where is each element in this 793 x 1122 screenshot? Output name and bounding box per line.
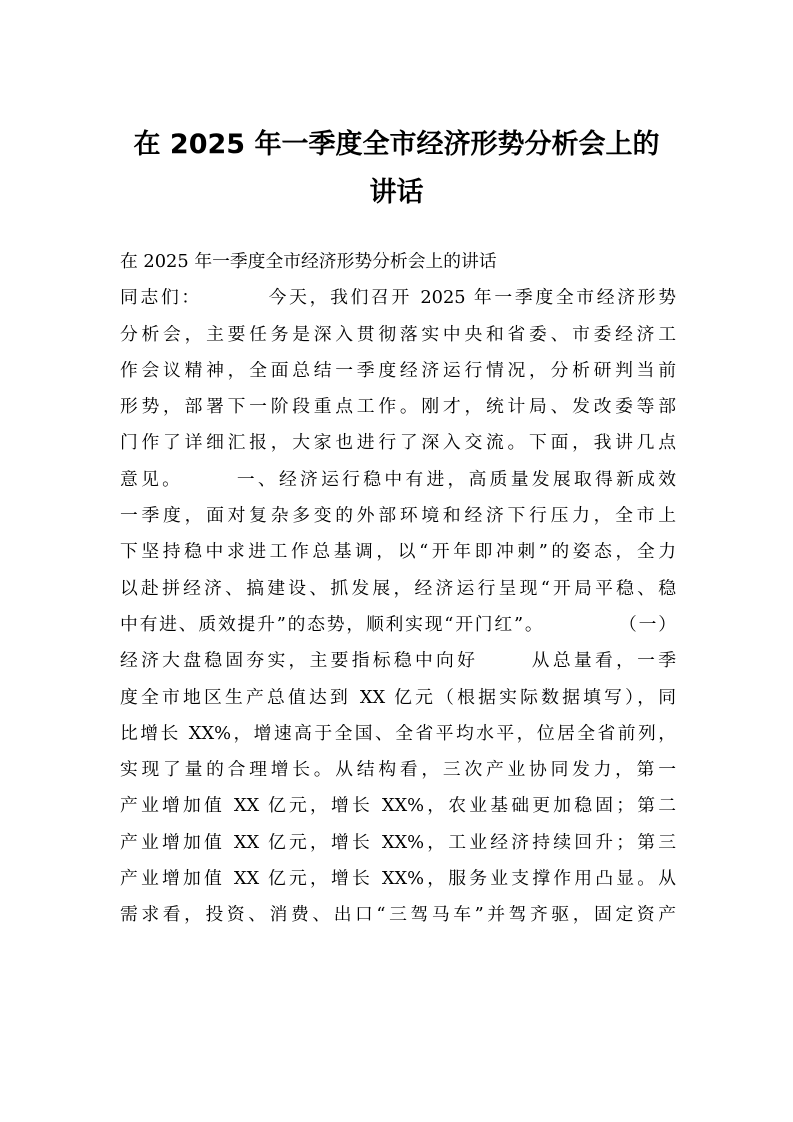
title-line: 在 2025 年一季度全市经济形势分析会上的	[133, 129, 660, 160]
body-line: 需求看，投资、消费、出口“三驾马车”并驾齐驱，固定资产	[120, 904, 676, 926]
body-line: 分析会，主要任务是深入贯彻落实中央和省委、市委经济工	[120, 323, 676, 345]
document-title	[0, 121, 793, 217]
title-line: 讲话	[369, 177, 424, 208]
body-line: 意见。 一、经济运行稳中有进，高质量发展取得新成效	[120, 468, 676, 490]
body-line: 同志们： 今天，我们召开 2025 年一季度全市经济形势	[120, 287, 676, 309]
body-line: 门作了详细汇报，大家也进行了深入交流。下面，我讲几点	[120, 432, 676, 454]
body-line: 在 2025 年一季度全市经济形势分析会上的讲话	[120, 251, 497, 272]
body-line: 作会议精神，全面总结一季度经济运行情况，分析研判当前	[120, 359, 676, 381]
body-line: 比增长 XX%，增速高于全国、全省平均水平，位居全省前列，	[120, 722, 676, 744]
body-line: 经济大盘稳固夯实，主要指标稳中向好 从总量看，一季	[120, 650, 676, 672]
body-line: 度全市地区生产总值达到 XX 亿元（根据实际数据填写），同	[120, 686, 676, 708]
body-line: 下坚持稳中求进工作总基调，以“开年即冲刺”的姿态，全力	[120, 541, 676, 563]
body-line: 以赴拼经济、搞建设、抓发展，经济运行呈现“开局平稳、稳	[120, 577, 676, 599]
body-line: 形势，部署下一阶段重点工作。刚才，统计局、发改委等部	[120, 396, 676, 418]
body-line: 产业增加值 XX 亿元，增长 XX%，服务业支撑作用凸显。从	[120, 868, 676, 890]
body-line: 产业增加值 XX 亿元，增长 XX%，工业经济持续回升；第三	[120, 831, 676, 853]
body-line: 产业增加值 XX 亿元，增长 XX%，农业基础更加稳固；第二	[120, 795, 676, 817]
body-line: 一季度，面对复杂多变的外部环境和经济下行压力，全市上	[120, 505, 676, 527]
body-line: 实现了量的合理增长。从结构看，三次产业协同发力，第一	[120, 759, 676, 781]
document-body	[120, 244, 676, 934]
body-line: 中有进、质效提升”的态势，顺利实现“开门红”。 （一）	[120, 613, 676, 635]
